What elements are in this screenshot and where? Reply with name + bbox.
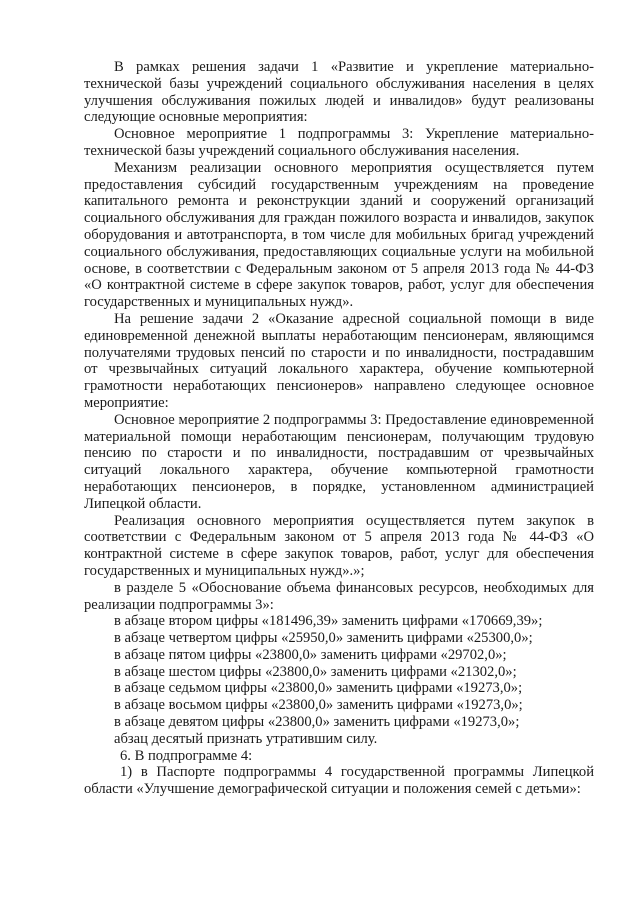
document-page: [84, 59, 594, 798]
amendment-line: в абзаце пятом цифры «23800,0» заменить цифрами «29702,0»;: [114, 646, 507, 663]
paragraph-task2-intro: На решение задачи 2 «Оказание адресной социальной помощи в виде единовременной денежной выплаты неработающим пенсионерам, являющимся получателями трудовых пенсий по старости и по инвалидности, пострадавшим от чрезвычайных ситуаций локального характера, обучение компьютерной грамотности неработающих пенсионеров» направлено следующее основное мероприятие:: [84, 310, 594, 411]
paragraph-mechanism-2: Реализация основного мероприятия осуществляется путем закупок в соответствии с Федеральным законом от 5 апреля 2013 года № 44-ФЗ «О контрактной системе в сфере закупок товаров, работ, услуг для обеспечения государственных и муниципальных нужд».»;: [84, 512, 594, 579]
paragraph-main-activity-2: Основное мероприятие 2 подпрограммы 3: Предоставление единовременной материальной помощи неработающим пенсионерам, получающим трудовую пенсию по старости и по инвалидности, пострадавшим от чрезвычайных ситуаций локального характера, обучение компьютерной грамотности неработающих пенсионеров, в порядке, установленном администрацией Липецкой области.: [84, 411, 594, 512]
paragraph-task1-intro: В рамках решения задачи 1 «Развитие и укрепление материально-технической базы учреждений социального обслуживания населения в целях улучшения обслуживания пожилых людей и инвалидов» будут реализованы следующие основные мероприятия:: [84, 59, 594, 126]
amendment-line: в абзаце седьмом цифры «23800,0» заменить цифрами «19273,0»;: [114, 680, 523, 697]
amendment-line: в абзаце шестом цифры «23800,0» заменить цифрами «21302,0»;: [114, 663, 517, 680]
paragraph-main-activity-1: Основное мероприятие 1 подпрограммы 3: Укрепление материально-технической базы учреждений социального обслуживания населения.: [84, 126, 594, 159]
amendment-line: абзац десятый признать утратившим силу.: [114, 730, 378, 747]
amendment-line: в абзаце восьмом цифры «23800,0» заменить цифрами «19273,0»;: [114, 697, 523, 714]
amendment-line: в абзаце втором цифры «181496,39» заменить цифрами «170669,39»;: [114, 613, 543, 630]
section-heading: 6. В подпрограмме 4:: [120, 747, 253, 764]
paragraph-mechanism-1: Механизм реализации основного мероприятия осуществляется путем предоставления субсидий государственным учреждениям на проведение капитального ремонта и реконструкции зданий и сооружений организаций социального обслуживания для граждан пожилого возраста и инвалидов, закупок оборудования и автотранспорта, в том числе для мобильных бригад учреждений социального обслуживания, предоставляющих социальные услуги на мобильной основе, в соответствии с Федеральным законом от 5 апреля 2013 года № 44-ФЗ «О контрактной системе в сфере закупок товаров, работ, услуг для обеспечения государственных и муниципальных нужд».: [84, 159, 594, 311]
paragraph-passport-4: 1) в Паспорте подпрограммы 4 государственной программы Липецкой области «Улучшение демографической ситуации и положения семей с детьми»:: [84, 764, 594, 798]
amendment-line: в абзаце четвертом цифры «25950,0» заменить цифрами «25300,0»;: [114, 630, 533, 647]
paragraph-section-5: в разделе 5 «Обоснование объема финансовых ресурсов, необходимых для реализации подпрограммы 3»:: [84, 579, 594, 613]
amendment-line: в абзаце девятом цифры «23800,0» заменить цифрами «19273,0»;: [114, 714, 520, 731]
